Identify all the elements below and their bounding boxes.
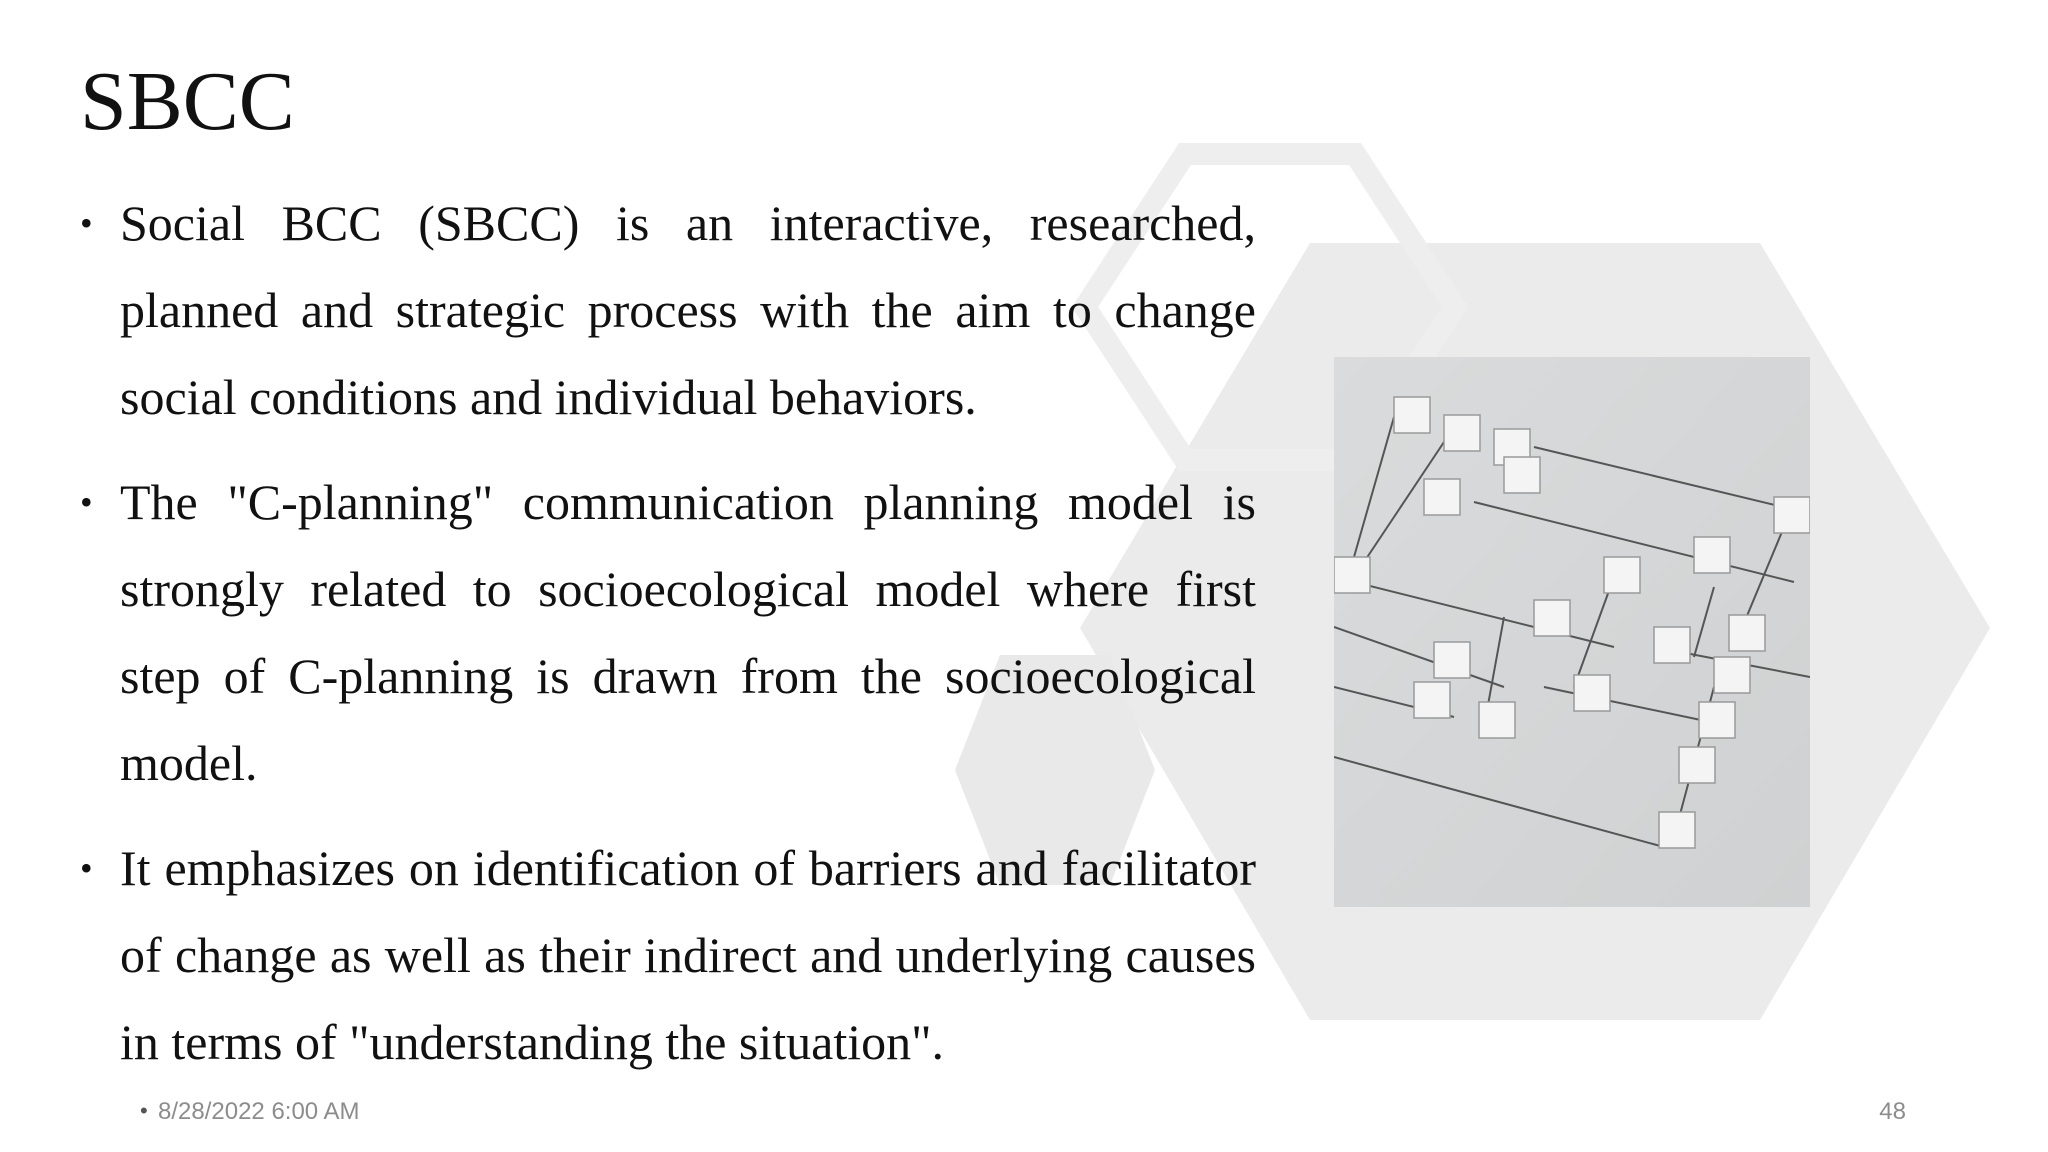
page-number: 48: [1879, 1098, 1906, 1125]
bullet-text: It emphasizes on identification of barriers and facilitator of change as well as their indirect and underlying causes in terms of "understanding the situation".: [120, 840, 1256, 1070]
bullet-list: [80, 180, 1256, 1104]
slide-title: SBCC: [80, 55, 295, 148]
footer-date: 8/28/2022 6:00 AM: [158, 1098, 360, 1125]
connected-cubes-network-image: [1334, 357, 1810, 907]
bullet-marker: •: [80, 848, 93, 888]
bullet-item: [80, 180, 1256, 441]
bullet-item: [80, 459, 1256, 807]
bullet-text: The "C-planning" communication planning model is strongly related to socioecological model where first step of C-planning is drawn from the socioecological model.: [120, 474, 1256, 791]
bullet-item: [80, 825, 1256, 1086]
bullet-marker: •: [80, 482, 93, 522]
cubes-network-illustration: [1334, 357, 1810, 907]
footer-bullet-marker: •: [140, 1098, 148, 1123]
bullet-marker: •: [80, 203, 93, 243]
bullet-text: Social BCC (SBCC) is an interactive, researched, planned and strategic process with the aim to change social conditions and individual behaviors.: [120, 195, 1256, 425]
